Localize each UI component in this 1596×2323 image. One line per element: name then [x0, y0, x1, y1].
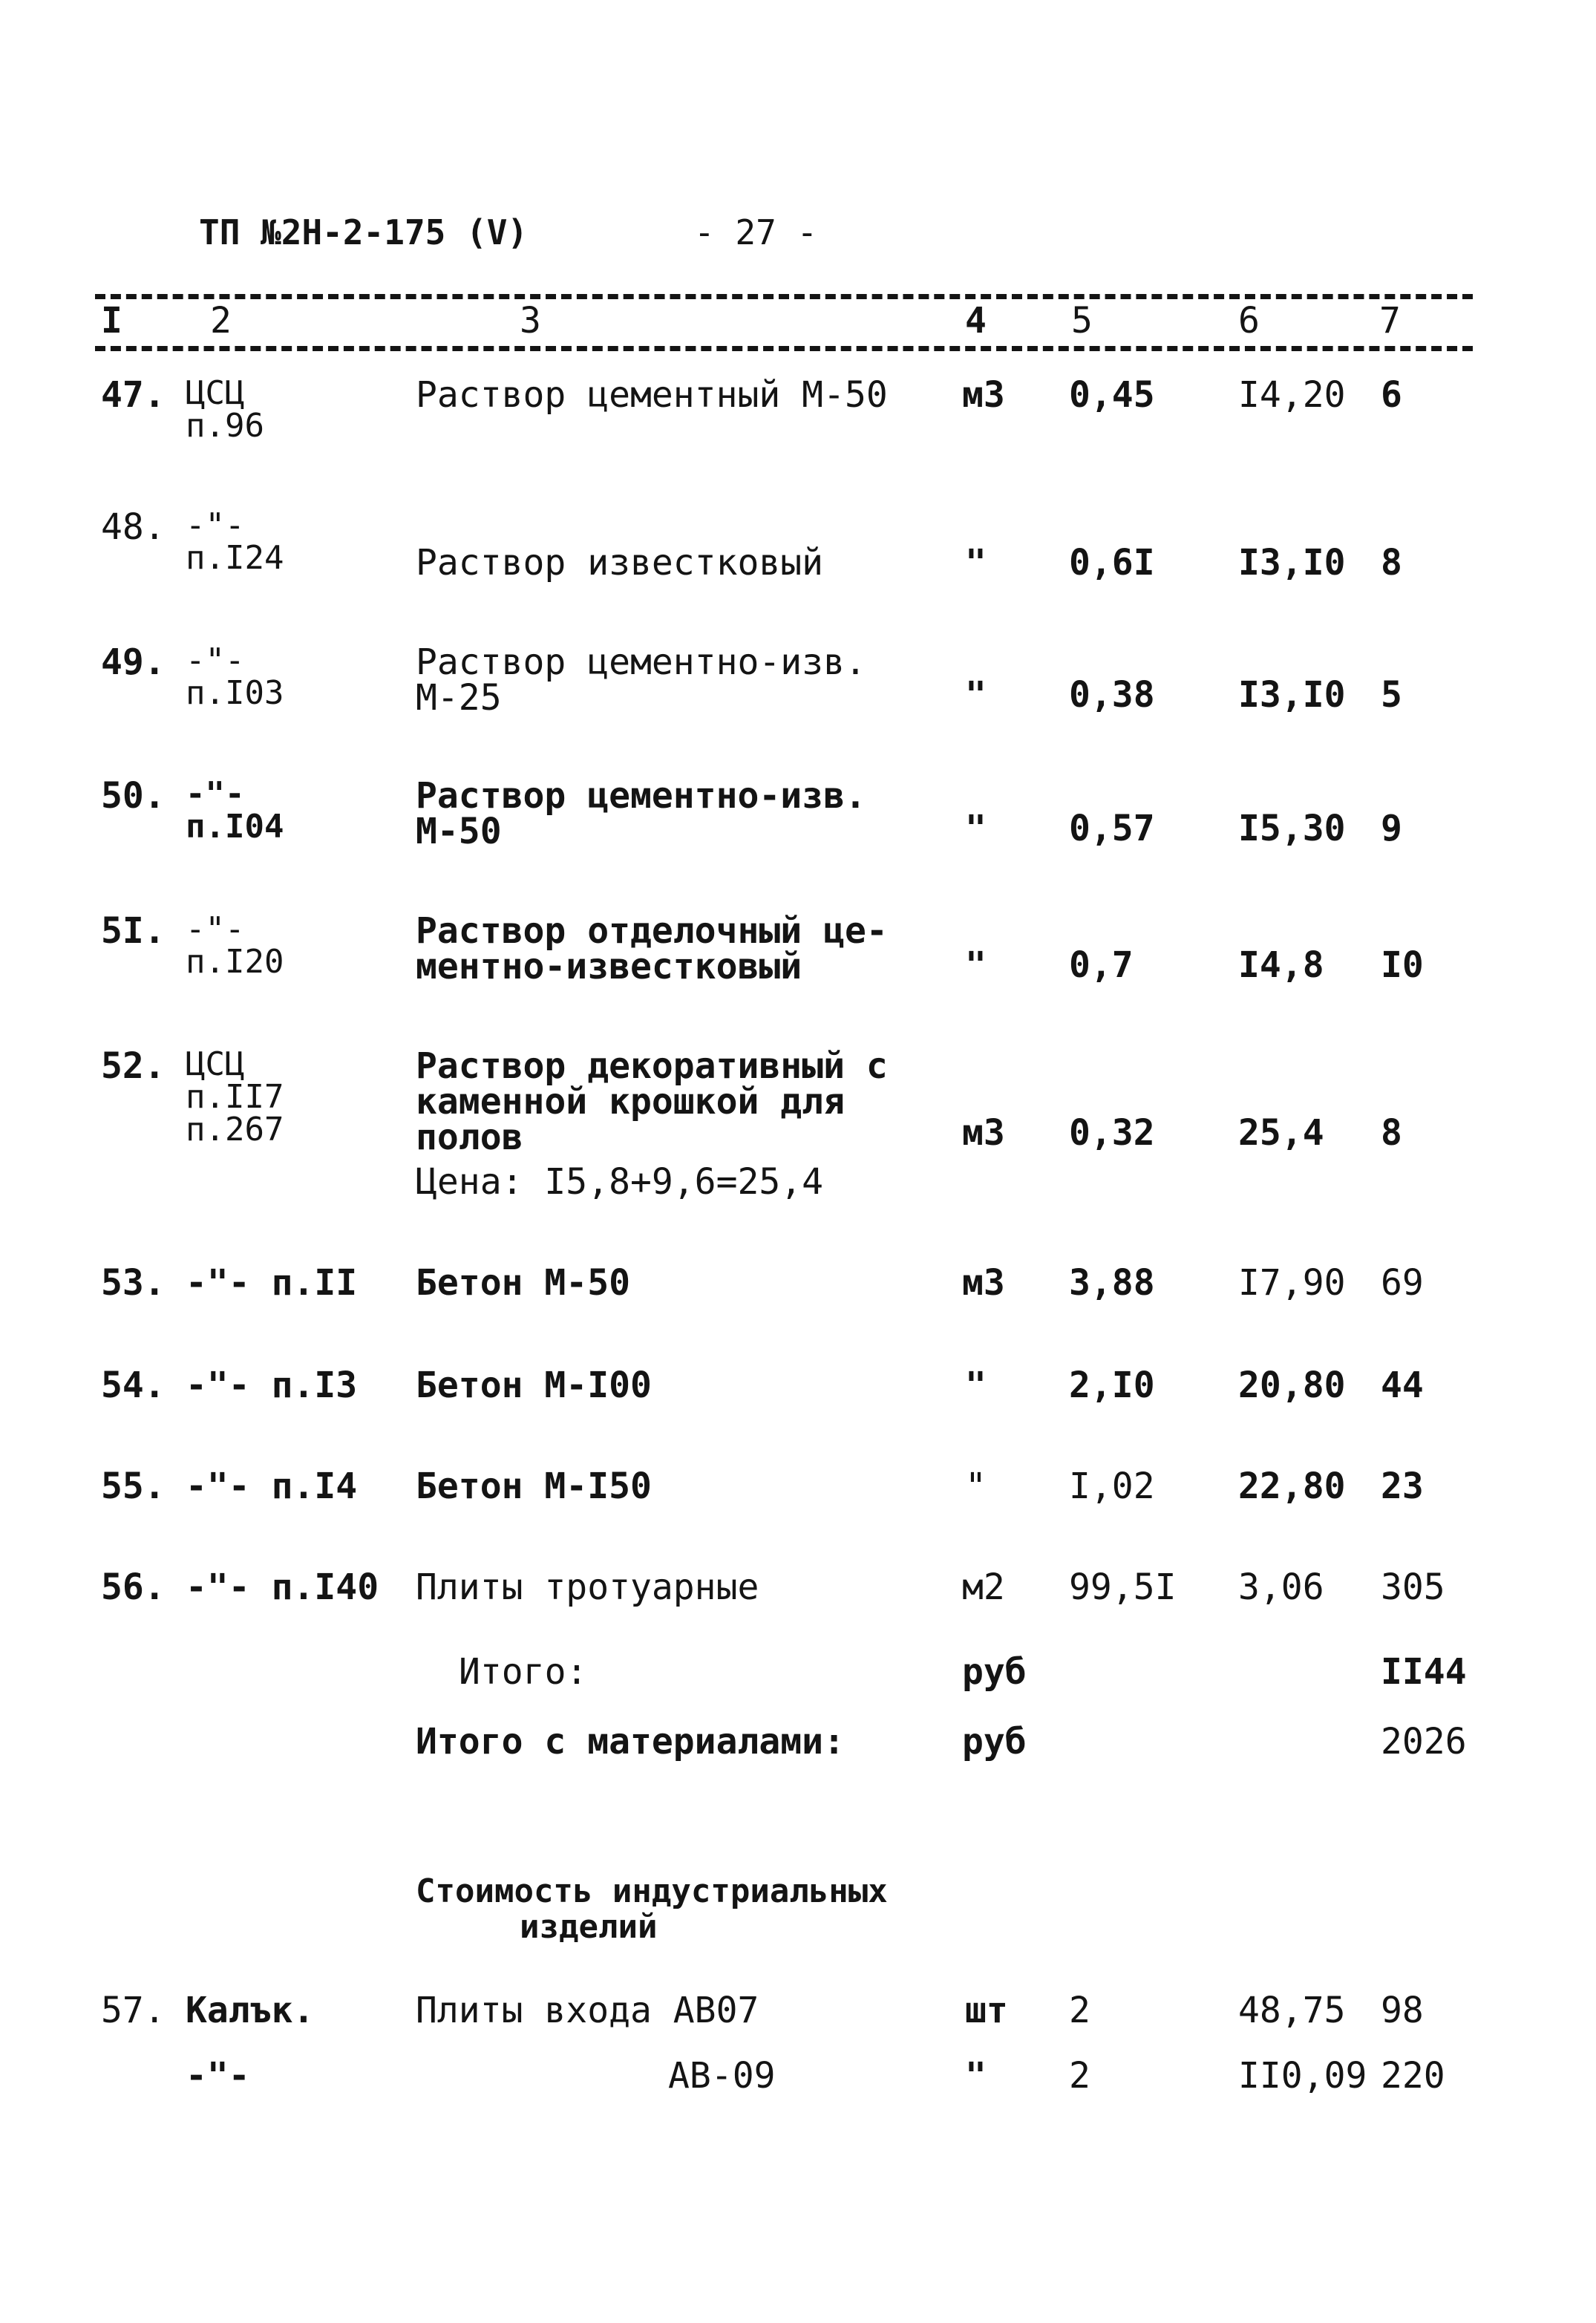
row-unit: м3 — [962, 374, 1005, 416]
row-price: I3,I0 — [1238, 542, 1346, 584]
row-quantity: 99,5I — [1069, 1566, 1177, 1608]
row-unit: " — [965, 674, 987, 716]
row-reference: -"- п.I24 — [186, 506, 284, 577]
row-price: 22,80 — [1238, 1466, 1346, 1507]
row-name: Бетон М-I00 — [416, 1365, 652, 1406]
row-unit: " — [965, 1365, 987, 1406]
row-unit: " — [965, 944, 987, 986]
row-unit: м2 — [962, 1566, 1005, 1608]
column-number-5: 5 — [1071, 300, 1093, 342]
header-rule-bottom — [95, 346, 1473, 351]
document-reference: ТП №2Н-2-175 (V) — [199, 212, 529, 252]
row-quantity: 2,I0 — [1069, 1365, 1155, 1406]
column-number-2: 2 — [210, 300, 232, 342]
row-cost: 6 — [1381, 374, 1402, 416]
row-price: I7,90 — [1238, 1262, 1346, 1304]
row-quantity: 0,32 — [1069, 1112, 1155, 1154]
row-name: Плиты тротуарные — [416, 1566, 759, 1608]
row-cost: 44 — [1381, 1365, 1424, 1406]
row-reference: Калък. — [186, 1990, 315, 2031]
row-number: 57. — [101, 1990, 166, 2031]
row-unit: " — [965, 542, 987, 584]
column-number-1: I — [101, 300, 122, 342]
row-unit: " — [965, 808, 987, 849]
row-quantity: 3,88 — [1069, 1262, 1155, 1304]
row-quantity: 0,38 — [1069, 674, 1155, 716]
row-reference: -"- п.I4 — [186, 1466, 358, 1507]
row-quantity: 0,6I — [1069, 542, 1155, 584]
row-number: 49. — [101, 641, 166, 683]
row-quantity: 2 — [1069, 1990, 1090, 2031]
row-quantity: I,02 — [1069, 1466, 1155, 1507]
row-quantity: 0,45 — [1069, 374, 1155, 416]
row-unit: м3 — [962, 1112, 1005, 1154]
total-with-materials-label: Итого с материалами: — [416, 1721, 845, 1762]
row-price: II0,09 — [1238, 2055, 1367, 2097]
row-name: Раствор известковый — [416, 542, 824, 584]
row-number: 54. — [101, 1365, 166, 1406]
row-name: Раствор цементно-изв. М-50 — [416, 775, 866, 852]
row-cost: 8 — [1381, 542, 1402, 584]
row-price: 25,4 — [1238, 1112, 1324, 1154]
row-price: I3,I0 — [1238, 674, 1346, 716]
row-price: I4,20 — [1238, 374, 1346, 416]
row-cost: 69 — [1381, 1262, 1424, 1304]
row-cost: 305 — [1381, 1566, 1445, 1608]
row-cost: 23 — [1381, 1466, 1424, 1507]
row-reference: -"- п.I20 — [186, 910, 284, 981]
row-number: 48. — [101, 506, 166, 548]
row-price: 3,06 — [1238, 1566, 1324, 1608]
row-price-note: Цена: I5,8+9,6=25,4 — [416, 1161, 824, 1203]
row-number: 55. — [101, 1466, 166, 1507]
row-cost: 8 — [1381, 1112, 1402, 1154]
row-price: I4,8 — [1238, 944, 1324, 986]
total-with-materials-value: 2026 — [1381, 1721, 1467, 1762]
row-name: Раствор цементный М-50 — [416, 374, 888, 416]
row-reference: ЦСЦ п.96 — [186, 374, 264, 445]
row-unit: " — [965, 2055, 987, 2097]
total-with-materials-unit: руб — [962, 1721, 1027, 1762]
row-cost: 5 — [1381, 674, 1402, 716]
subtotal-unit: руб — [962, 1651, 1027, 1693]
row-reference: -"- п.I3 — [186, 1365, 358, 1406]
row-reference: -"- п.II — [186, 1262, 358, 1304]
row-cost: 220 — [1381, 2055, 1445, 2097]
row-reference: ЦСЦ п.II7 п.267 — [186, 1045, 284, 1149]
row-quantity: 0,57 — [1069, 808, 1155, 849]
row-reference: -"- п.I04 — [186, 775, 284, 846]
header-rule-top — [95, 294, 1473, 299]
row-price: 20,80 — [1238, 1365, 1346, 1406]
subtotal-value: II44 — [1381, 1651, 1467, 1693]
row-cost: 9 — [1381, 808, 1402, 849]
row-name: Раствор цементно-изв. М-25 — [416, 641, 866, 719]
row-name: Бетон М-I50 — [416, 1466, 652, 1507]
column-number-3: 3 — [520, 300, 541, 342]
row-price: 48,75 — [1238, 1990, 1346, 2031]
row-cost: I0 — [1381, 944, 1424, 986]
row-number: 56. — [101, 1566, 166, 1608]
row-unit: шт — [965, 1990, 1008, 2031]
row-unit: " — [965, 1466, 987, 1507]
row-reference: -"- п.I40 — [186, 1566, 379, 1608]
row-unit: м3 — [962, 1262, 1005, 1304]
row-reference: -"- п.I03 — [186, 641, 284, 712]
page-number: - 27 - — [694, 212, 818, 252]
section-heading-line-1: Стоимость индустриальных — [416, 1872, 888, 1910]
section-heading-line-2: изделий — [520, 1908, 658, 1946]
row-number: 52. — [101, 1045, 166, 1087]
row-quantity: 2 — [1069, 2055, 1090, 2097]
row-number: 53. — [101, 1262, 166, 1304]
row-name: Бетон М-50 — [416, 1262, 630, 1304]
row-reference: -"- — [186, 2055, 250, 2097]
column-number-6: 6 — [1238, 300, 1260, 342]
column-number-4: 4 — [965, 300, 987, 342]
column-number-7: 7 — [1379, 300, 1401, 342]
row-number: 47. — [101, 374, 166, 416]
row-name: Раствор декоративный с каменной крошкой для полов — [416, 1045, 888, 1158]
row-number: 5I. — [101, 910, 166, 952]
subtotal-label: Итого: — [459, 1651, 588, 1693]
row-name: АВ-09 — [668, 2055, 776, 2097]
row-name: Плиты входа АВ07 — [416, 1990, 759, 2031]
row-quantity: 0,7 — [1069, 944, 1134, 986]
row-name: Раствор отделочный це- ментно-известковый — [416, 910, 888, 987]
row-cost: 98 — [1381, 1990, 1424, 2031]
row-number: 50. — [101, 775, 166, 817]
row-price: I5,30 — [1238, 808, 1346, 849]
